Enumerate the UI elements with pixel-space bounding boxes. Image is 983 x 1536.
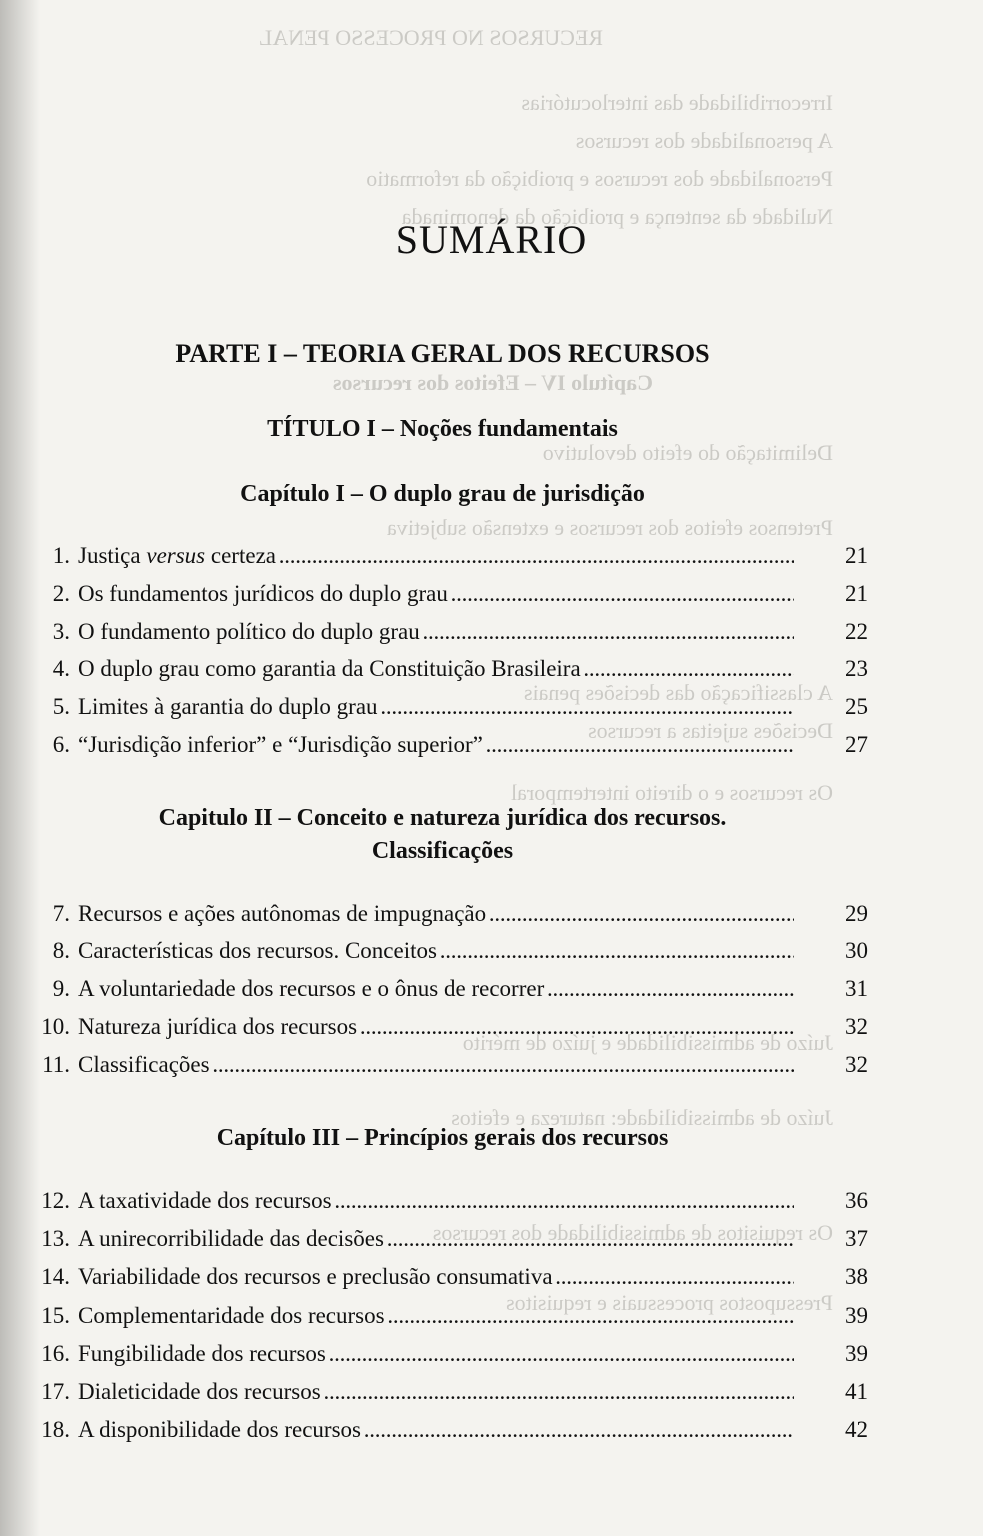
entry-number: 5. — [52, 694, 70, 719]
bleed-line: A classificação das decisões penais — [523, 680, 833, 705]
entry-page: 22 — [845, 619, 868, 644]
entry-number: 2. — [52, 581, 70, 606]
bleed-line: Pressupostos processuais e requisitos — [506, 1290, 833, 1315]
toc-entry[interactable] — [0, 1412, 983, 1448]
entry-title: Características dos recursos. Conceitos . . . — [78, 933, 794, 969]
entry-page: 32 — [845, 1014, 868, 1039]
entry-page: 37 — [845, 1226, 868, 1251]
entry-title-part: certeza — [205, 543, 276, 568]
entry-number: 14. — [41, 1264, 70, 1289]
entry-number: 7. — [52, 901, 70, 926]
entry-title: Classificações . . . — [78, 1047, 794, 1083]
entry-page: 30 — [845, 938, 868, 963]
toc-entry[interactable] — [0, 933, 983, 969]
bleed-line: Personalidade dos recursos e proibição da reformatio — [366, 166, 833, 191]
part-heading: PARTE I – TEORIA GERAL DOS RECURSOS — [175, 339, 710, 368]
bleed-line: Irrecorribilidade das interlocutórias — [521, 90, 833, 115]
entry-number: 10. — [41, 1014, 70, 1039]
entry-title: A voluntariedade dos recursos e o ônus de recorrer . . . — [78, 971, 794, 1007]
bleed-line: Decisões sujeitas a recursos — [588, 718, 833, 743]
toc-entry[interactable] — [0, 1183, 983, 1219]
entry-page: 27 — [845, 732, 868, 757]
entry-page: 21 — [845, 581, 868, 606]
entry-title: Fungibilidade dos recursos . . . — [78, 1336, 794, 1372]
entry-number: 12. — [41, 1188, 70, 1213]
entry-title: O fundamento político do duplo grau . . . — [78, 614, 794, 650]
entry-number: 6. — [52, 732, 70, 757]
entry-title: Recursos e ações autônomas de impugnação . . . — [78, 896, 794, 932]
toc-entry[interactable] — [0, 1009, 983, 1045]
toc-entry[interactable] — [0, 1259, 983, 1295]
entry-title: A unirecorribilidade das decisões . . . — [78, 1221, 794, 1257]
toc-entry[interactable] — [0, 614, 983, 650]
entry-page: 31 — [845, 976, 868, 1001]
title-heading: TÍTULO I – Noções fundamentais — [267, 416, 618, 442]
entry-title: Limites à garantia do duplo grau . . . — [78, 689, 794, 725]
toc-entry[interactable] — [0, 1047, 983, 1083]
bleed-line: Os recursos e o direito intertemporal — [511, 780, 833, 805]
bleed-line: Os requisitos de admissibilidade dos recursos — [432, 1220, 833, 1245]
entry-title-italic: versus — [146, 543, 206, 568]
entry-page: 42 — [845, 1417, 868, 1442]
toc-entry[interactable] — [0, 689, 983, 725]
entry-page: 29 — [845, 901, 868, 926]
entry-number: 17. — [41, 1379, 70, 1404]
toc-entry[interactable] — [0, 727, 983, 763]
bleed-line: RECURSOS NO PROCESSO PENAL — [258, 25, 603, 50]
entry-title: Os fundamentos jurídicos do duplo grau . . . — [78, 576, 794, 612]
toc-entry[interactable] — [0, 896, 983, 932]
entry-page: 39 — [845, 1341, 868, 1366]
bleed-line: Juízo de admissibilidade: natureza e efeitos — [451, 1105, 833, 1130]
entry-number: 3. — [52, 619, 70, 644]
bleed-line: Capítulo IV – Efeitos dos recursos — [332, 370, 653, 395]
bleed-line: A personalidade dos recursos — [575, 128, 833, 153]
entry-page: 39 — [845, 1303, 868, 1328]
chapter-heading — [80, 802, 805, 868]
toc-entry[interactable] — [0, 1298, 983, 1334]
bleed-line: Nulidade da sentença e proibição da denominada — [401, 204, 833, 229]
entry-number: 15. — [41, 1303, 70, 1328]
entry-title: A taxatividade dos recursos . . . — [78, 1183, 794, 1219]
entry-page: 41 — [845, 1379, 868, 1404]
entry-number: 13. — [41, 1226, 70, 1251]
entry-title: O duplo grau como garantia da Constituição Brasileira . . . — [78, 651, 794, 687]
toc-entry[interactable] — [0, 971, 983, 1007]
toc-entry[interactable] — [0, 1221, 983, 1257]
toc-entry[interactable] — [0, 1374, 983, 1410]
toc-entry[interactable] — [0, 651, 983, 687]
entry-title: Variabilidade dos recursos e preclusão consumativa . . . — [78, 1259, 794, 1295]
chapter-heading-line: Classificações — [371, 838, 514, 864]
entry-number: 8. — [52, 938, 70, 963]
chapter-heading-line: Capitulo II – Conceito e natureza jurídica dos recursos. — [158, 805, 727, 831]
entry-page: 38 — [845, 1264, 868, 1289]
entry-title: “Jurisdição inferior” e “Jurisdição superior” . . . — [78, 727, 794, 763]
entry-number: 4. — [52, 656, 70, 681]
chapter-heading: Capítulo I – O duplo grau de jurisdição — [240, 481, 645, 507]
entry-page: 23 — [845, 656, 868, 681]
entry-number: 18. — [41, 1417, 70, 1442]
entry-number: 9. — [52, 976, 70, 1001]
entry-page: 36 — [845, 1188, 868, 1213]
toc-entry[interactable] — [0, 538, 983, 574]
entry-page: 32 — [845, 1052, 868, 1077]
entry-title: Natureza jurídica dos recursos . . . — [78, 1009, 794, 1045]
entry-title — [78, 538, 794, 574]
entry-title: Dialeticidade dos recursos . . . — [78, 1374, 794, 1410]
entry-page: 21 — [845, 543, 868, 568]
bleed-line: Pretensos efeitos dos recursos e extensão subjetiva — [387, 515, 833, 540]
page-title: SUMÁRIO — [395, 217, 588, 262]
entry-title: Complementaridade dos recursos . . . — [78, 1298, 794, 1334]
bleed-line: Juízo de admissibilidade e juízo de mérito — [462, 1030, 833, 1055]
entry-number: 16. — [41, 1341, 70, 1366]
toc-entry[interactable] — [0, 576, 983, 612]
entry-number: 11. — [42, 1052, 70, 1077]
entry-page: 25 — [845, 694, 868, 719]
entry-title-part: Justiça — [78, 543, 147, 568]
entry-title: A disponibilidade dos recursos . . . — [78, 1412, 794, 1448]
bleed-line: Delimitação do efeito devolutivo — [542, 440, 833, 465]
toc-entry[interactable] — [0, 1336, 983, 1372]
entry-number: 1. — [52, 543, 70, 568]
chapter-heading: Capítulo III – Princípios gerais dos recursos — [216, 1125, 669, 1151]
